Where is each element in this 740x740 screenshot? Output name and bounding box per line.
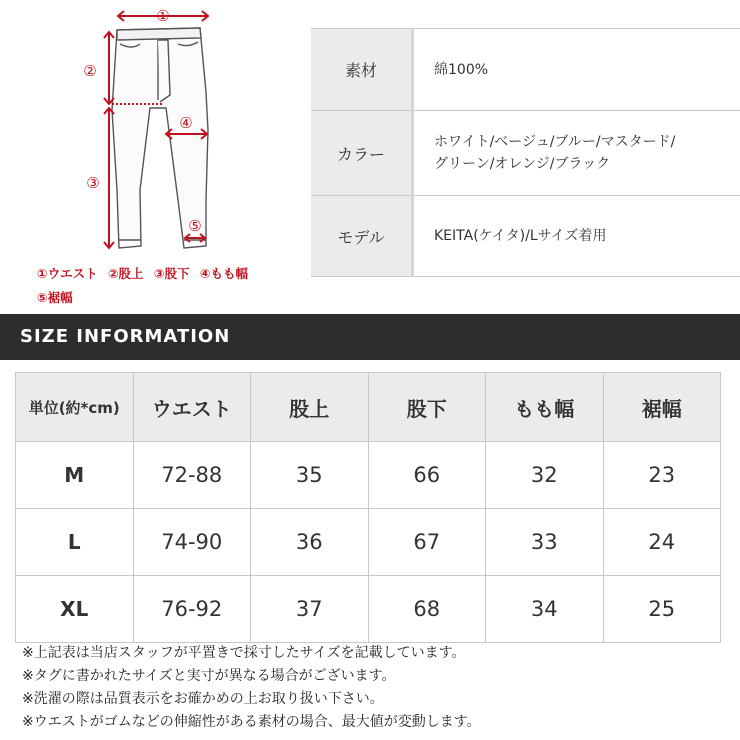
table-cell: 72-88: [133, 442, 251, 509]
table-cell: 76-92: [133, 576, 251, 643]
info-value: [413, 196, 740, 277]
size-label: M: [16, 442, 134, 509]
notes: [22, 642, 481, 734]
marker-1: ①: [156, 7, 170, 25]
table-row: [16, 442, 721, 509]
table-cell: 25: [603, 576, 721, 643]
product-info-table: [311, 28, 740, 277]
info-label: 素材: [311, 29, 413, 111]
info-row-model: [311, 196, 740, 277]
measurement-legend: [37, 262, 297, 310]
table-cell: 24: [603, 509, 721, 576]
table-cell: 34: [486, 576, 604, 643]
section-header-bar: [0, 314, 740, 360]
size-table-header: [16, 373, 721, 442]
header-rise: 股上: [251, 373, 369, 442]
table-row: [16, 576, 721, 643]
table-cell: 66: [368, 442, 486, 509]
section-title: SIZE INFORMATION: [20, 326, 231, 347]
marker-3: ③: [86, 174, 100, 192]
header-inseam: 股下: [368, 373, 486, 442]
info-value: [413, 29, 740, 111]
table-row: [16, 509, 721, 576]
info-value-line: ホワイト/ベージュ/ブルー/マスタード/: [434, 134, 676, 150]
header-unit: 単位(約*cm): [16, 373, 134, 442]
table-cell: 68: [368, 576, 486, 643]
legend-rise: ②股上: [107, 266, 144, 281]
marker-5: ⑤: [188, 217, 202, 235]
info-value-line: 綿100%: [434, 61, 489, 78]
table-cell: 36: [251, 509, 369, 576]
table-cell: 37: [251, 576, 369, 643]
info-value-line: KEITA(ケイタ)/Lサイズ着用: [434, 228, 607, 244]
legend-thigh: ④もも幅: [199, 266, 248, 281]
marker-2: ②: [83, 62, 97, 80]
table-cell: 67: [368, 509, 486, 576]
info-value-line: グリーン/オレンジ/ブラック: [434, 156, 611, 172]
note-line: ※タグに書かれたサイズと実寸が異なる場合がございます。: [22, 668, 396, 684]
info-row-material: [311, 29, 740, 111]
header-hem: 裾幅: [603, 373, 721, 442]
note-line: ※洗濯の際は品質表示をお確かめの上お取り扱い下さい。: [22, 691, 384, 707]
legend-waist: ①ウエスト: [37, 266, 98, 281]
size-label: L: [16, 509, 134, 576]
note-line: ※ウエストがゴムなどの伸縮性がある素材の場合、最大値が変動します。: [22, 714, 481, 730]
table-cell: 74-90: [133, 509, 251, 576]
pants-illustration: [112, 28, 208, 248]
table-cell: 23: [603, 442, 721, 509]
legend-hem: ⑤裾幅: [37, 290, 73, 305]
note-line: ※上記表は当店スタッフが平置きで採寸したサイズを記載しています。: [22, 645, 466, 661]
size-label: XL: [16, 576, 134, 643]
info-row-color: [311, 111, 740, 196]
legend-inseam: ③股下: [153, 266, 190, 281]
header-thigh: もも幅: [486, 373, 604, 442]
marker-4: ④: [179, 114, 193, 132]
size-table: [15, 372, 721, 643]
info-value: [413, 111, 740, 196]
info-label: モデル: [311, 196, 413, 277]
header-waist: ウエスト: [133, 373, 251, 442]
table-cell: 32: [486, 442, 604, 509]
info-label: カラー: [311, 111, 413, 196]
table-cell: 35: [251, 442, 369, 509]
table-cell: 33: [486, 509, 604, 576]
